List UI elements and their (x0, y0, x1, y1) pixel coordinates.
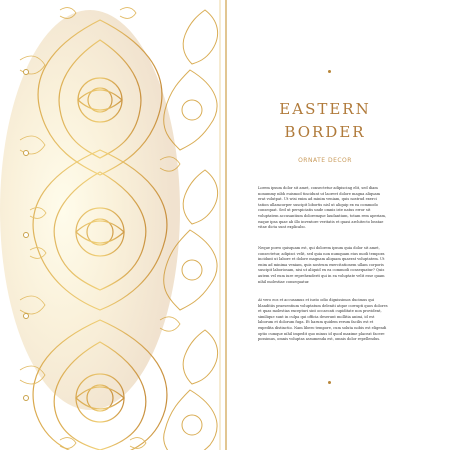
ornament-dot (23, 232, 29, 238)
body-paragraph: At vero eos et accusamus et iusto odio dignissimos ducimus qui blanditiis praesentium voluptatum deleniti atque corrupti quos dolores et quas molestias excepturi sint occaecati cupiditate non provident, similique sunt in culpa qui officia deserunt mollitia animi, id est laborum et dolorum fuga. Et harum quidem rerum facilis est et expedita distinctio. Nam libero tempore, cum soluta nobis est eligendi optio cumque nihil impedit quo minus id quod maxime placeat facere possimus, omnis voluptas assumenda est, omnis dolor repellendus. (258, 298, 388, 342)
ornament-dot (23, 313, 29, 319)
ornament-dot (328, 70, 331, 73)
subtitle: ORNATE DECOR (298, 157, 352, 164)
heading-line-1: EASTERN (279, 100, 371, 118)
body-paragraph: Lorem ipsum dolor sit amet, consectetur adipiscing elit, sed diam nonummy nibh euismod tincidunt ut laoreet dolore magna aliquam erat volutpat. Ut wisi enim ad minim veniam, quis nostrud exerci tation ullamcorper suscipit lobortis nisl ut aliquip ex ea commodo consequat. Sed ut perspiciatis unde omnis iste natus error sit voluptatem accusantium doloremque laudantium, totam rem aperiam, eaque ipsa quae ab illo inventore veritatis et quasi architecto beatae vitae dicta sunt explicabo. (258, 186, 387, 230)
heading-line-2: BORDER (284, 123, 366, 141)
ornament-dot (23, 69, 29, 75)
ornament-dot (23, 150, 29, 156)
ornament-dot (23, 395, 29, 401)
body-paragraph: Neque porro quisquam est, qui dolorem ipsum quia dolor sit amet, consectetur, adipisci velit, sed quia non numquam eius modi tempora incidunt ut labore et dolore magnam aliquam quaerat voluptatem. Ut enim ad minima veniam, quis nostrum exercitationem ullam corporis suscipit laboriosam, nisi ut aliquid ex ea commodi consequatur? Quis autem vel eum iure reprehenderit qui in ea voluptate velit esse quam nihil molestiae consequatur. (258, 246, 385, 284)
ornament-dot (328, 381, 331, 384)
